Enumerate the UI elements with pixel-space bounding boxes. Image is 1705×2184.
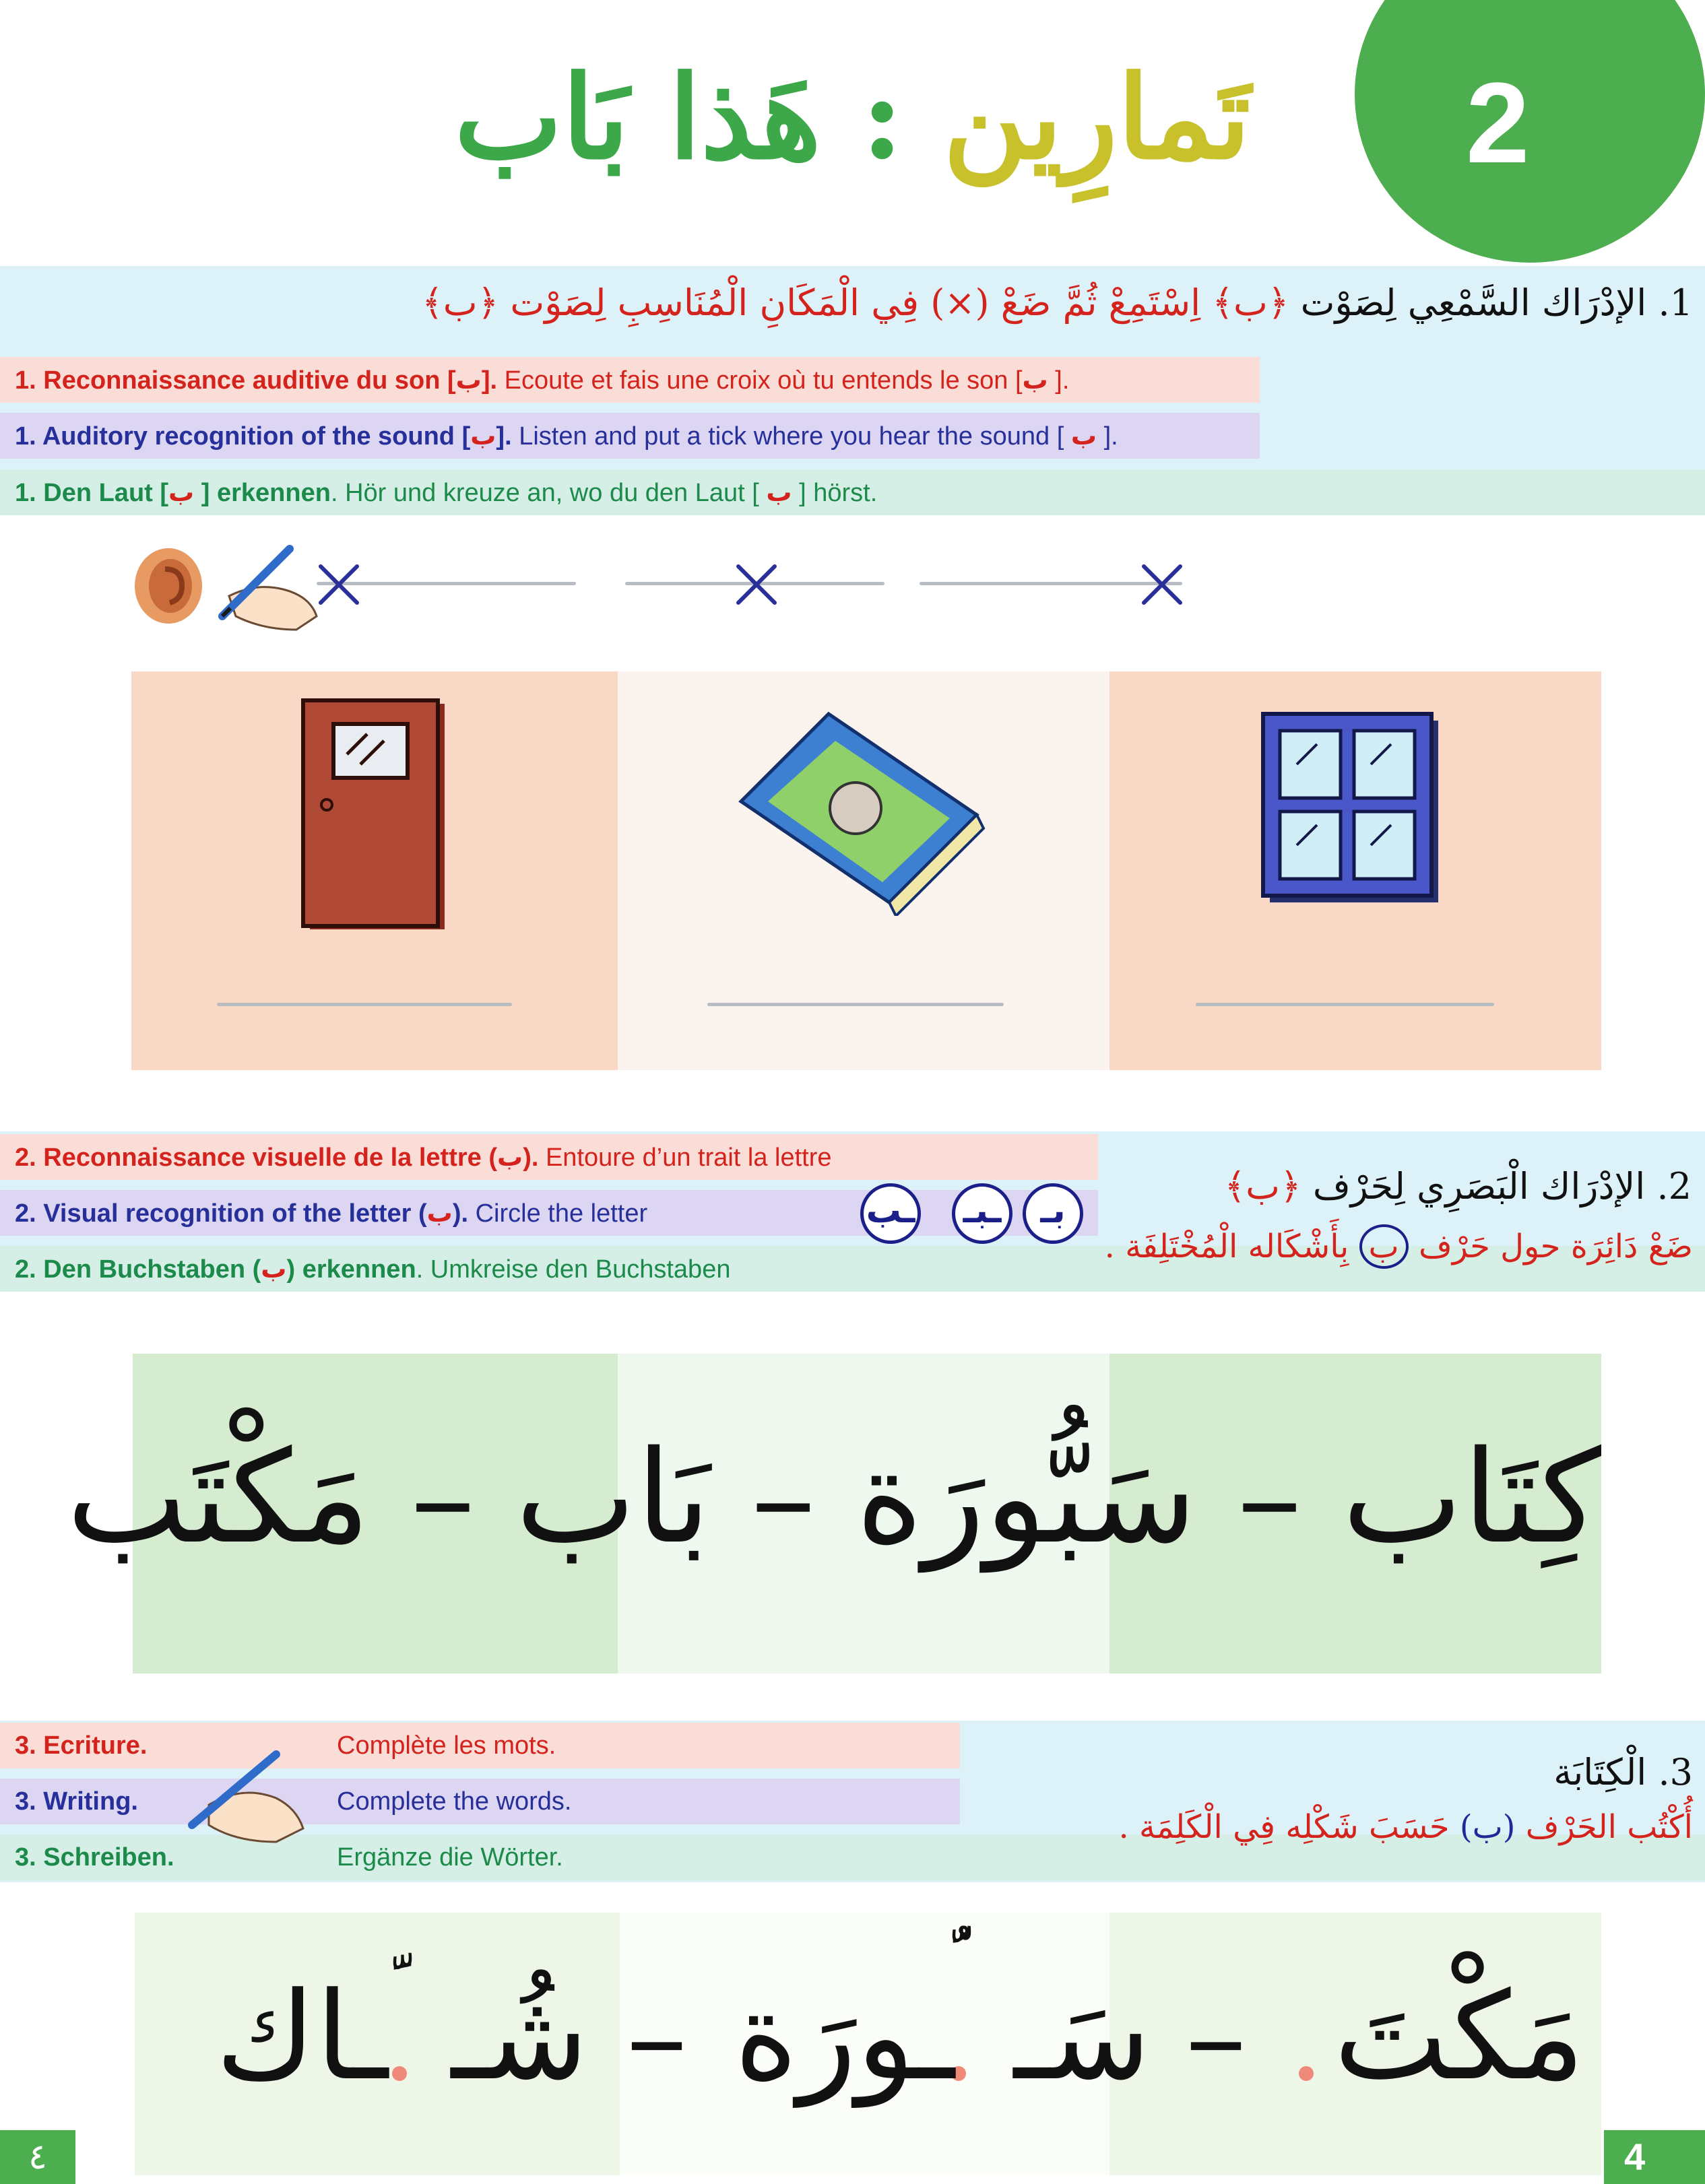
letter-form-medial[interactable]: ـبـ: [952, 1183, 1012, 1244]
dash-2: –: [626, 1966, 687, 2107]
window-write-line[interactable]: [1196, 1003, 1494, 1006]
writing-hand-icon: [182, 1744, 310, 1845]
lesson-number: 2: [1466, 59, 1530, 187]
letter-form-final[interactable]: ـب: [860, 1183, 921, 1244]
exercise2-arabic-heading: 2. الإدْرَاك الْبَصَرِي لِحَرْف ﴿ب﴾: [1224, 1165, 1692, 1207]
page-number: 4: [1604, 2130, 1705, 2184]
title-exercises: تَمارِين: [943, 51, 1251, 185]
cross-mark-2[interactable]: [733, 561, 780, 608]
cross-mark-3[interactable]: [1138, 561, 1186, 608]
window-picture: [1260, 710, 1448, 913]
exercise2-english: 2. Visual recognition of the letter (ب). Circle the letter: [0, 1190, 1098, 1236]
exercise3-arabic-instruction: أُكْتُب الحَرْف (ب) حَسَبَ شَكْلِه فِي الْكَلِمَة .: [1118, 1808, 1693, 1846]
exercise3-english-text: Complete the words.: [337, 1787, 572, 1816]
blank-dot-1[interactable]: [1299, 2066, 1314, 2081]
incomplete-word-3a[interactable]: شُـ: [451, 1966, 589, 2107]
exercise3-french: 3. Ecriture.: [0, 1723, 960, 1768]
exercise1-french: 1. Reconnaissance auditive du son [ب]. Ecoute et fais une croix où tu entends le son [ب ].: [0, 357, 1260, 403]
exercise3-french-text: Complète les mots.: [337, 1731, 556, 1760]
exercise2-words[interactable]: كِتَاب – سَبُّورَة – بَاب – مَكْتَب: [66, 1423, 1601, 1572]
incomplete-word-2a[interactable]: سَـ: [1014, 1966, 1151, 2107]
exercise2-french: 2. Reconnaissance visuelle de la lettre (ب). Entoure d’un trait la lettre: [0, 1134, 1098, 1180]
exercise2-german: 2. Den Buchstaben (ب) erkennen. Umkreise den Buchstaben: [0, 1246, 1705, 1292]
exercise3-english: 3. Writing.: [0, 1779, 960, 1824]
exercise1-german: 1. Den Laut [ب ] erkennen. Hör und kreuze an, wo du den Laut [ ب ] hörst.: [0, 469, 1705, 515]
exercise1-arabic-instruction: 1. الإدْرَاك السَّمْعِي لِصَوْت ﴿ب﴾ اِسْتَمِعْ ثُمَّ ضَعْ (×) فِي الْمَكَانِ الْمُنَاسِبِ لِصَوْت ﴿ب﴾: [422, 282, 1693, 324]
exercise2-arabic-instruction: ضَعْ دَائِرَة حول حَرْف ب بِأَشْكَاله الْمُخْتَلِفَة .: [1105, 1224, 1693, 1269]
title-separator: :: [861, 51, 903, 185]
blank-dot-3[interactable]: [392, 2066, 407, 2081]
title-this-is-a-door: هَذا بَاب: [454, 51, 822, 185]
writing-hand-icon: [216, 542, 330, 636]
door-write-line[interactable]: [217, 1003, 512, 1006]
exercise1-english: 1. Auditory recognition of the sound [ب]. Listen and put a tick where you hear the sound [ ب ].: [0, 413, 1260, 459]
letter-form-initial[interactable]: بـ: [1023, 1183, 1083, 1244]
exercise3-arabic-heading: 3. الْكِتَابَة: [1553, 1751, 1693, 1793]
page-number-arabic: ٤: [0, 2130, 75, 2184]
dash-1: –: [1186, 1966, 1246, 2107]
door-picture: [296, 694, 458, 936]
incomplete-word-3b[interactable]: ـاك: [216, 1966, 388, 2107]
exercise3-german-text: Ergänze die Wörter.: [337, 1843, 563, 1872]
exercise3-german: 3. Schreiben.: [0, 1834, 1705, 1880]
book-picture: [728, 700, 997, 916]
page-title: [0, 51, 1705, 185]
incomplete-word-1[interactable]: مَكْتَ: [1334, 1966, 1585, 2107]
incomplete-word-2b[interactable]: ـورَة: [734, 1966, 955, 2107]
cross-mark-1[interactable]: [315, 561, 362, 608]
book-write-line[interactable]: [707, 1003, 1004, 1006]
